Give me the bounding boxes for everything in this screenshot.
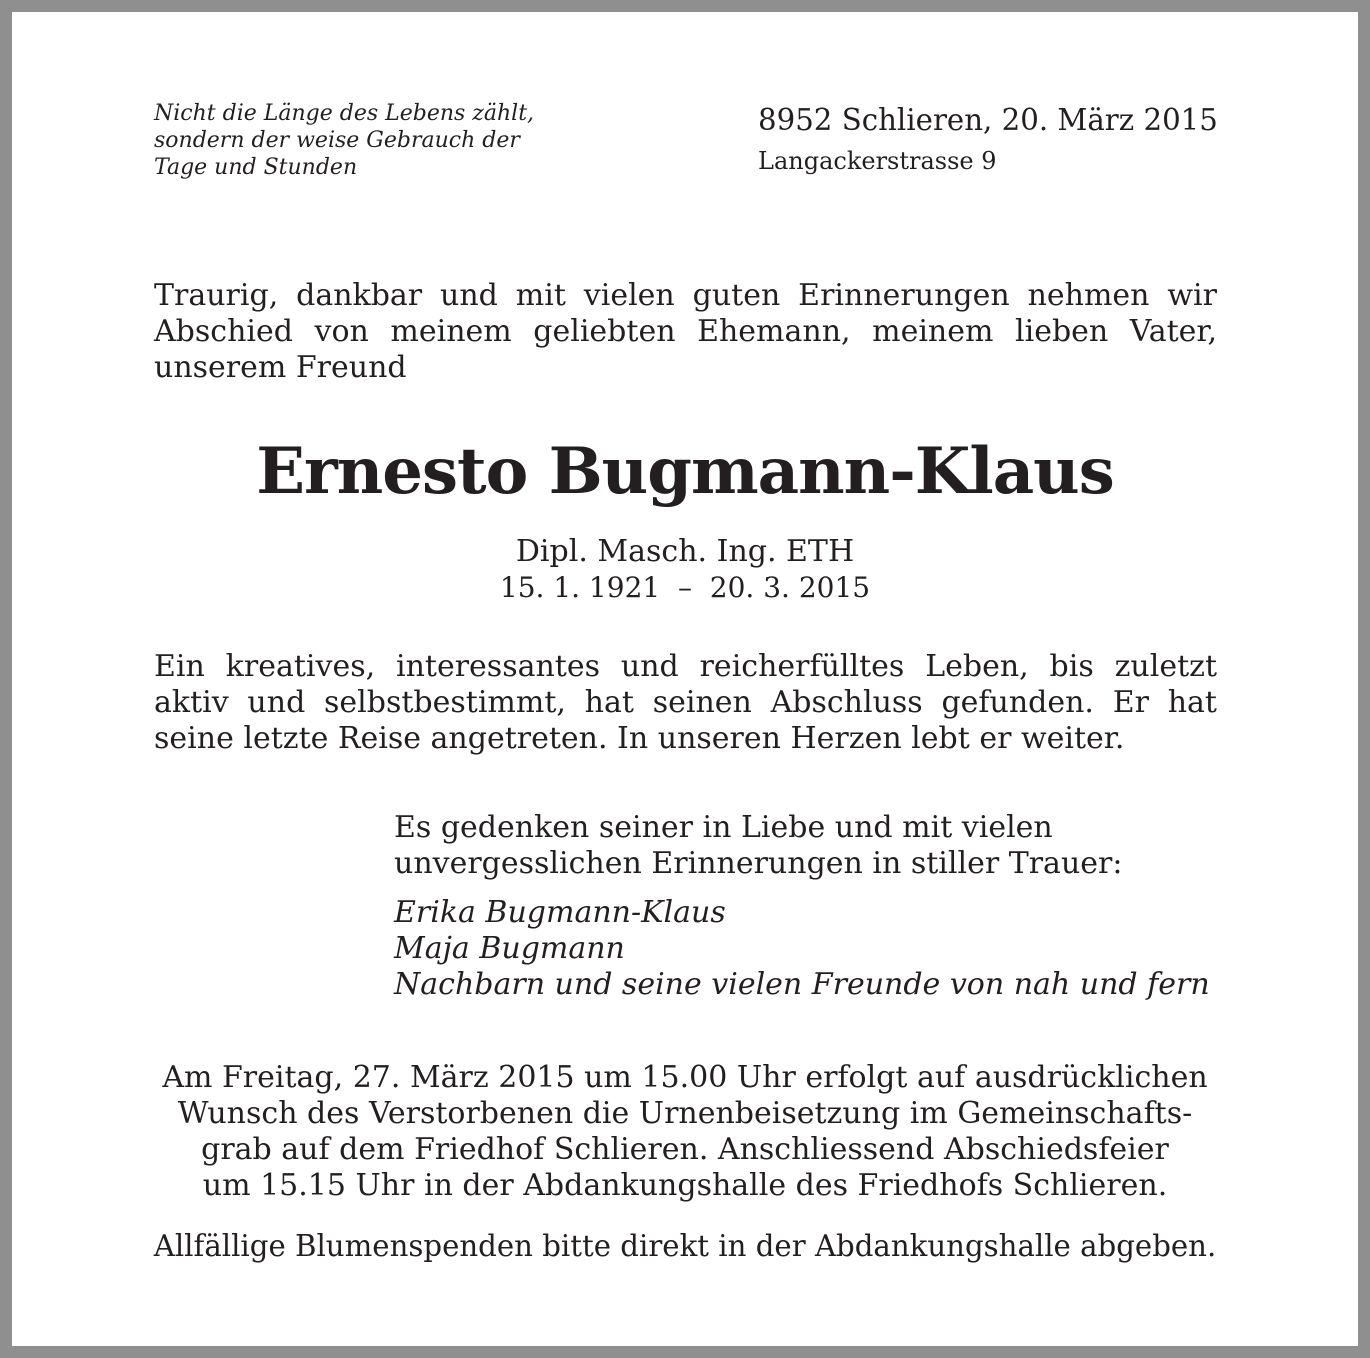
body-line: seine letzte Reise angetreten. In unseren Herzen lebt er weiter. bbox=[154, 721, 1125, 756]
intro-line: unserem Freund bbox=[154, 350, 407, 385]
obituary-page bbox=[12, 12, 1358, 1346]
ceremony-line: grab auf dem Friedhof Schlieren. Anschliessend Abschiedsfeier bbox=[201, 1132, 1169, 1167]
flowers-note bbox=[12, 1229, 1358, 1265]
memorial-line: Es gedenken seiner in Liebe und mit vielen bbox=[394, 810, 1053, 845]
motto-line: sondern der weise Gebrauch der bbox=[154, 128, 520, 153]
mourner-name: Maja Bugmann bbox=[394, 931, 625, 966]
memorial-statement bbox=[394, 810, 1122, 882]
ceremony-line: um 15.15 Uhr in der Abdankungshalle des Friedhofs Schlieren. bbox=[202, 1168, 1168, 1203]
intro-line: Abschied von meinem geliebten Ehemann, meinem lieben Vater, bbox=[154, 314, 1217, 349]
street-address-text: Langackerstrasse 9 bbox=[758, 147, 997, 175]
deceased-title bbox=[12, 534, 1358, 570]
body-line: Ein kreatives, interessantes und reicherfülltes Leben, bis zuletzt bbox=[154, 649, 1217, 684]
flowers-note-text: Allfällige Blumenspenden bitte direkt in der Abdankungshalle abgeben. bbox=[153, 1229, 1217, 1264]
mourner-name: Nachbarn und seine vielen Freunde von nah und fern bbox=[394, 967, 1210, 1002]
intro-paragraph bbox=[154, 278, 1217, 386]
mourners-list bbox=[394, 895, 1210, 1003]
memorial-line: unvergesslichen Erinnerungen in stiller Trauer: bbox=[394, 846, 1123, 881]
body-paragraph bbox=[154, 649, 1217, 757]
street-address bbox=[758, 146, 997, 176]
motto-quote bbox=[154, 100, 534, 181]
motto-line: Nicht die Länge des Lebens zählt, bbox=[154, 101, 535, 126]
life-dates bbox=[12, 570, 1358, 606]
ceremony-line: Wunsch des Verstorbenen die Urnenbeisetzung im Gemeinschafts- bbox=[177, 1096, 1193, 1131]
place-date bbox=[758, 102, 1230, 140]
mourner-name: Erika Bugmann-Klaus bbox=[394, 895, 726, 930]
deceased-name-text: Ernesto Bugmann-Klaus bbox=[256, 434, 1114, 509]
deceased-name bbox=[12, 432, 1358, 512]
life-dates-text: 15. 1. 1921 – 20. 3. 2015 bbox=[499, 571, 871, 604]
motto-line: Tage und Stunden bbox=[154, 155, 358, 180]
ceremony-line: Am Freitag, 27. März 2015 um 15.00 Uhr erfolgt auf ausdrücklichen bbox=[162, 1060, 1208, 1095]
intro-line: Traurig, dankbar und mit vielen guten Erinnerungen nehmen wir bbox=[154, 278, 1217, 313]
place-date-text: 8952 Schlieren, 20. März 2015 bbox=[758, 103, 1218, 138]
body-line: aktiv und selbstbestimmt, hat seinen Abschluss gefunden. Er hat bbox=[154, 685, 1217, 720]
ceremony-details bbox=[12, 1060, 1358, 1204]
deceased-title-text: Dipl. Masch. Ing. ETH bbox=[515, 534, 855, 569]
